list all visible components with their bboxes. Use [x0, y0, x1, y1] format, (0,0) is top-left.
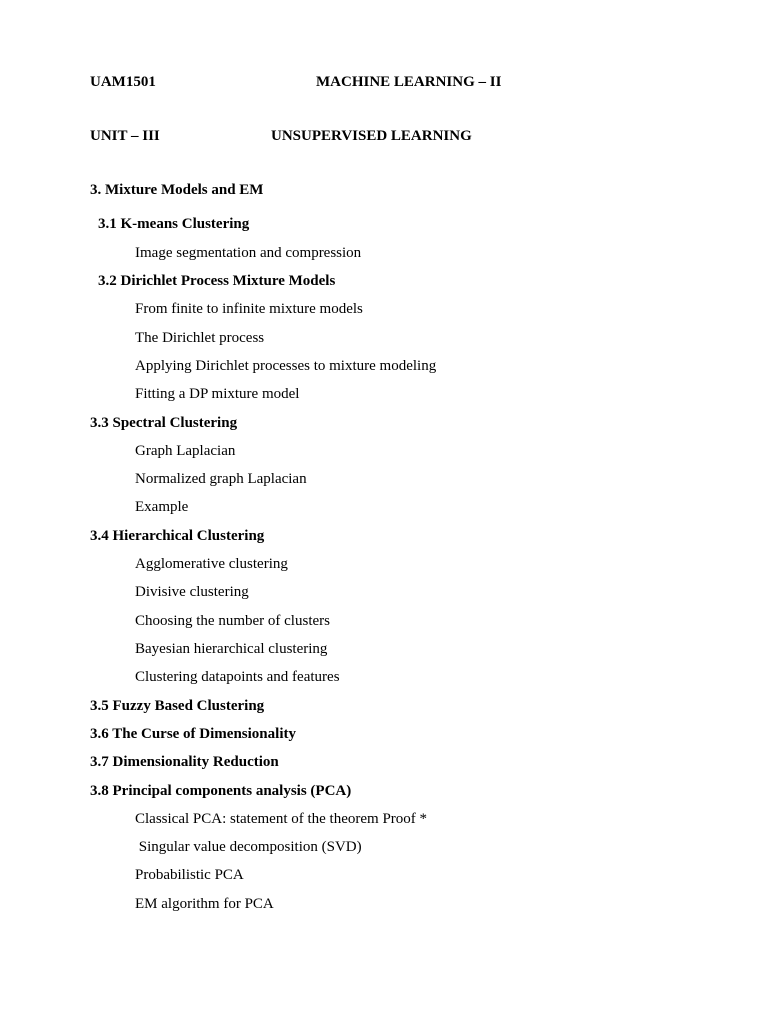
section-item: Fitting a DP mixture model — [135, 386, 300, 402]
section-item: Image segmentation and compression — [135, 245, 362, 261]
section-item: Divisive clustering — [135, 584, 249, 600]
chapter-title: 3. Mixture Models and EM — [90, 182, 264, 198]
section-heading: 3.8 Principal components analysis (PCA) — [90, 783, 352, 799]
section-heading: 3.1 K-means Clustering — [98, 216, 250, 232]
section-item: Applying Dirichlet processes to mixture modeling — [135, 358, 437, 374]
section-item: Choosing the number of clusters — [135, 613, 330, 629]
section-item: Clustering datapoints and features — [135, 669, 340, 685]
section-item: From finite to infinite mixture models — [135, 301, 363, 317]
course-title: MACHINE LEARNING – II — [316, 74, 502, 90]
unit-label: UNIT – III — [90, 128, 160, 144]
unit-title: UNSUPERVISED LEARNING — [271, 128, 472, 144]
section-item: Classical PCA: statement of the theorem Proof * — [135, 811, 428, 827]
section-heading: 3.3 Spectral Clustering — [90, 415, 238, 431]
section-item: The Dirichlet process — [135, 330, 265, 346]
section-item: Singular value decomposition (SVD) — [135, 839, 362, 855]
section-heading: 3.4 Hierarchical Clustering — [90, 528, 265, 544]
section-item: Probabilistic PCA — [135, 867, 244, 883]
section-heading: 3.6 The Curse of Dimensionality — [90, 726, 296, 742]
section-item: EM algorithm for PCA — [135, 896, 274, 912]
section-heading: 3.5 Fuzzy Based Clustering — [90, 698, 265, 714]
section-heading: 3.7 Dimensionality Reduction — [90, 754, 279, 770]
section-heading: 3.2 Dirichlet Process Mixture Models — [98, 273, 336, 289]
section-item: Agglomerative clustering — [135, 556, 288, 572]
section-item: Graph Laplacian — [135, 443, 236, 459]
section-item: Example — [135, 499, 189, 515]
course-code: UAM1501 — [90, 74, 156, 90]
section-item: Normalized graph Laplacian — [135, 471, 307, 487]
section-item: Bayesian hierarchical clustering — [135, 641, 328, 657]
